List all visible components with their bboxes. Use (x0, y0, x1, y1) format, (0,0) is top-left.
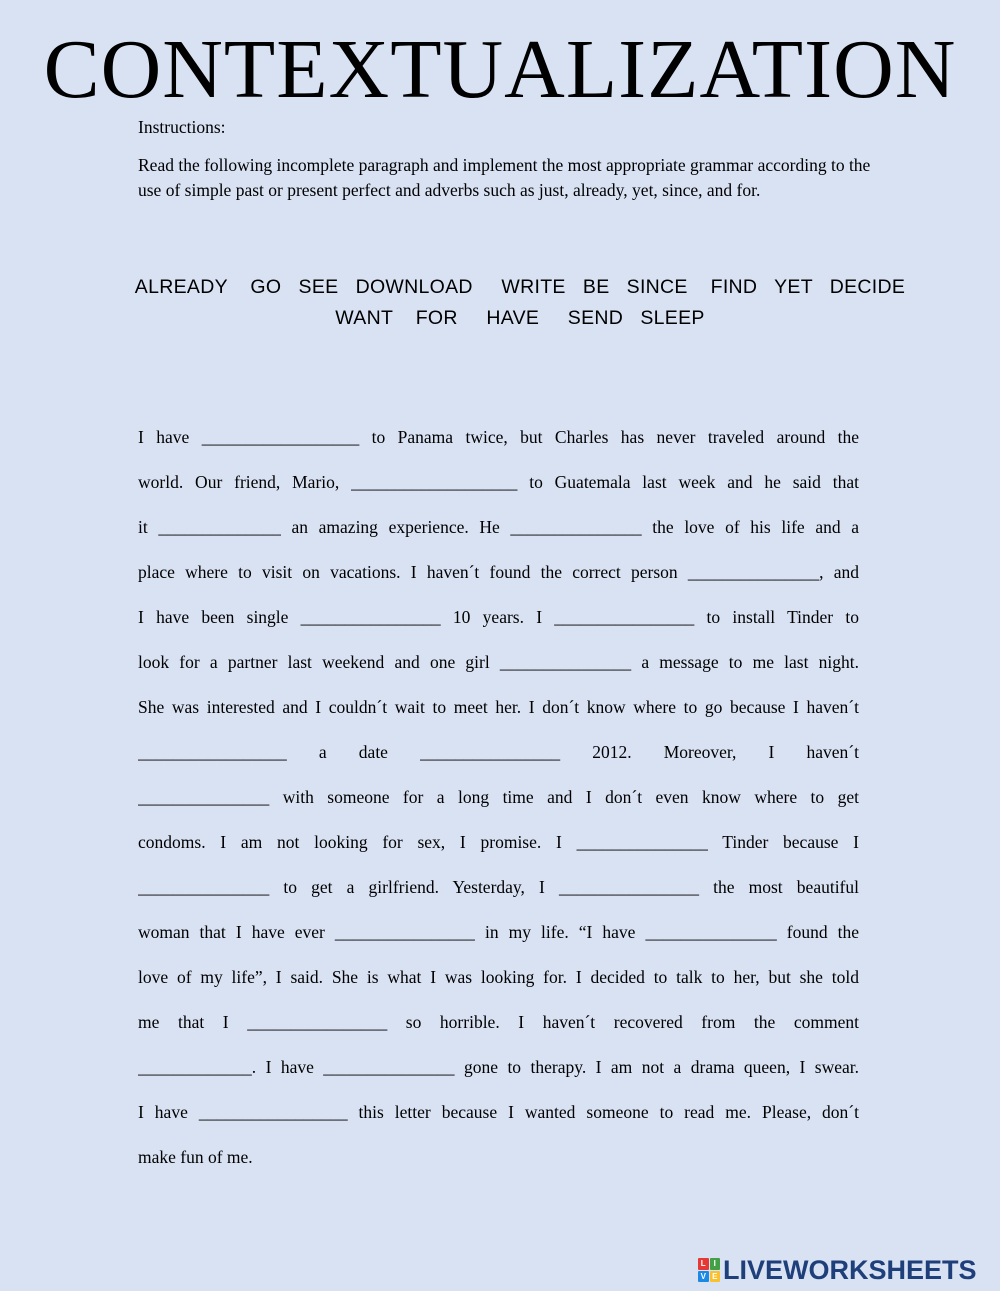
instructions-label: Instructions: (138, 117, 226, 137)
logo-text: LIVEWORKSHEETS (723, 1254, 977, 1285)
story-line: She was interested and I couldn´t wait to meet her. I don´t know where to go because I haven´t (138, 697, 859, 717)
story-line: _____________. I have _______________ gone to therapy. I am not a drama queen, I swear. (138, 1057, 859, 1077)
story-line: me that I ________________ so horrible. I haven´t recovered from the comment (138, 1012, 859, 1032)
story-line: _______________ to get a girlfriend. Yesterday, I ________________ the most beautiful (138, 877, 859, 897)
story-line: make fun of me. (138, 1147, 253, 1167)
story-line: I have been single ________________ 10 years. I ________________ to install Tinder to (138, 607, 859, 627)
story-line: I have _________________ this letter because I wanted someone to read me. Please, don´t (138, 1102, 859, 1122)
story-line: I have __________________ to Panama twice, but Charles has never traveled around the (138, 427, 859, 447)
story-line: woman that I have ever ________________ in my life. “I have _______________ found the (138, 922, 859, 942)
badge-letter: L (698, 1258, 709, 1270)
story-line: it ______________ an amazing experience. He _______________ the love of his life and a (138, 517, 859, 537)
page-title: CONTEXTUALIZATION (43, 23, 957, 116)
badge-letter: V (698, 1271, 709, 1283)
story-line: condoms. I am not looking for sex, I promise. I _______________ Tinder because I (138, 832, 859, 852)
story-line: _________________ a date ________________ 2012. Moreover, I haven´t (138, 742, 859, 762)
story-line: look for a partner last weekend and one girl _______________ a message to me last night. (138, 652, 859, 672)
story-line: love of my life”, I said. She is what I was looking for. I decided to talk to her, but she told (138, 967, 859, 987)
instructions-text: Read the following incomplete paragraph and implement the most appropriate grammar according to the use of simple past or present perfect and adverbs such as just, already, yet, since, and for. (138, 155, 871, 200)
badge-letter: E (710, 1271, 721, 1283)
story-line: _______________ with someone for a long time and I don´t even know where to get (138, 787, 859, 807)
word-bank-line-1: ALREADY GO SEE DOWNLOAD WRITE BE SINCE FIND YET DECIDE (134, 276, 906, 298)
word-bank-line-2: WANT FOR HAVE SEND SLEEP (335, 307, 705, 329)
story-line: place where to visit on vacations. I haven´t found the correct person _______________, and (138, 562, 859, 582)
live-badge-icon (698, 1258, 720, 1282)
story-line: world. Our friend, Mario, ___________________ to Guatemala last week and he said that (138, 472, 859, 492)
liveworksheets-logo[interactable] (698, 1256, 977, 1284)
badge-letter: I (710, 1258, 721, 1270)
story-paragraph (138, 425, 859, 1190)
